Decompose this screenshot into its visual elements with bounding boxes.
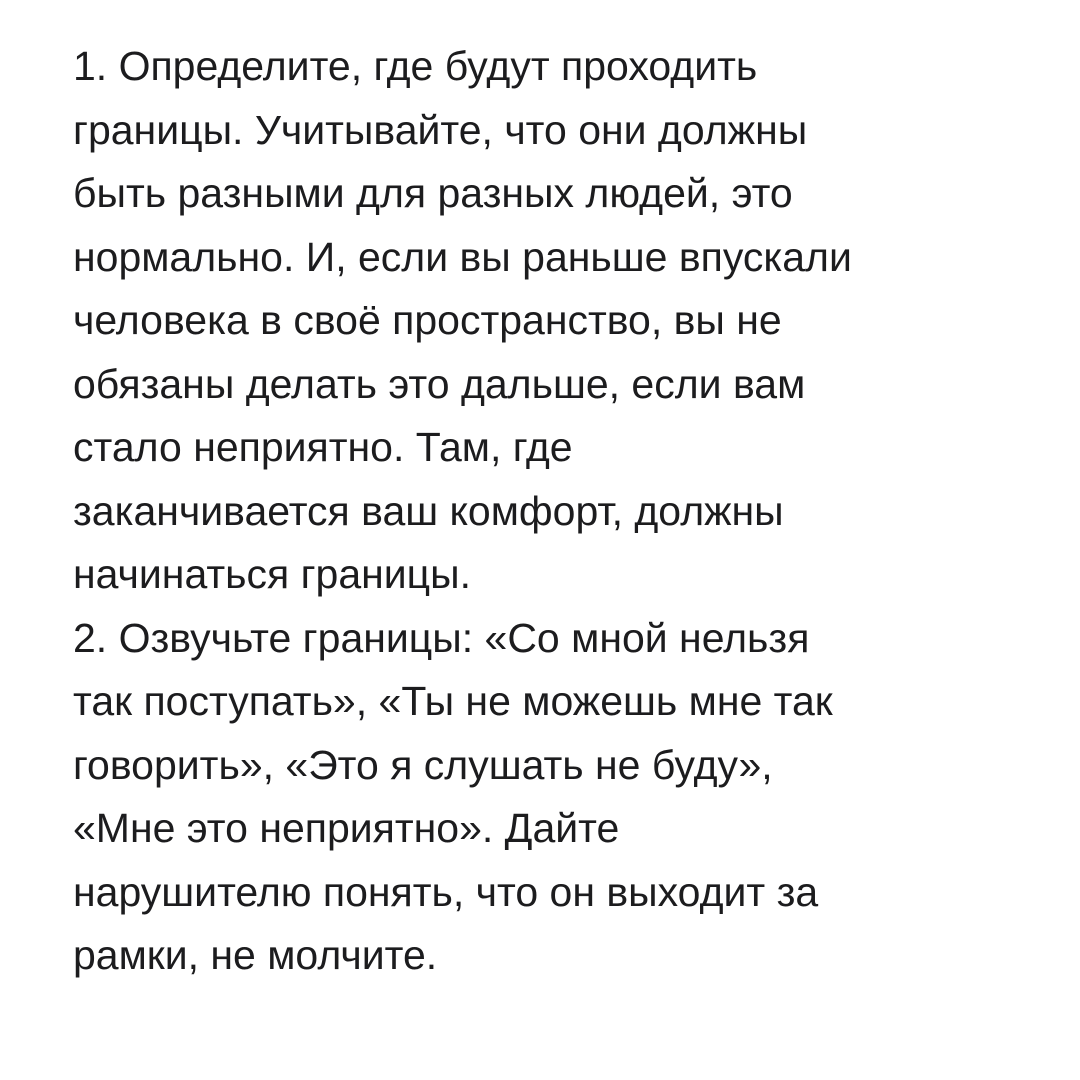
text-line-13: «Мне это неприятно». Дайте: [73, 805, 620, 851]
text-line-6: обязаны делать это дальше, если вам: [73, 360, 806, 407]
text-line-11: так поступать», «Ты не можешь мне так: [73, 678, 833, 724]
text-line-3: быть разными для разных людей, это: [73, 170, 793, 216]
text-line-5: человека в своё пространство, вы не: [73, 297, 782, 343]
text-line-9: начинаться границы.: [73, 551, 472, 597]
text-line-7: стало неприятно. Там, где: [73, 424, 573, 470]
text-line-14: нарушителю понять, что он выходит за: [73, 868, 819, 915]
text-line-10: 2. Озвучьте границы: «Со мной нельзя: [73, 614, 810, 661]
text-line-1: 1. Определите, где будут проходить: [73, 43, 758, 89]
text-line-4: нормально. И, если вы раньше впускали: [73, 233, 852, 280]
text-line-12: говорить», «Это я слушать не буду»,: [73, 741, 773, 788]
text-line-15: рамки, не молчите.: [73, 932, 438, 978]
body-text: [73, 35, 1063, 988]
text-line-8: заканчивается ваш комфорт, должны: [73, 487, 784, 534]
text-line-2: границы. Учитывайте, что они должны: [73, 106, 808, 153]
